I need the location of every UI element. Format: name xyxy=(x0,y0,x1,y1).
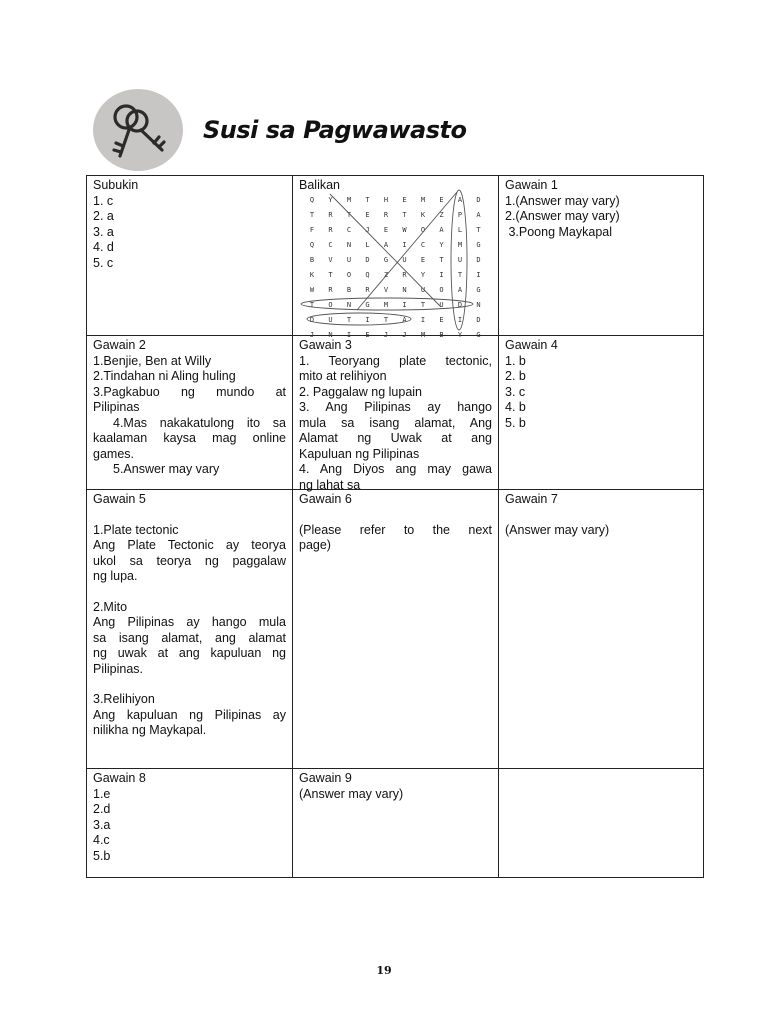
cell-gawain-3 xyxy=(293,336,499,490)
answer-line: (Answer may vary) xyxy=(505,522,610,537)
answer-title: 2.Mito xyxy=(93,599,128,614)
puzzle-letter: G xyxy=(383,256,389,264)
list-item-continued: games. xyxy=(93,446,134,461)
puzzle-letter: A xyxy=(457,286,463,294)
puzzle-letter: N xyxy=(328,331,333,339)
puzzle-letter: E xyxy=(383,226,389,234)
puzzle-letter: N xyxy=(346,301,352,309)
puzzle-letter: M xyxy=(420,196,426,204)
page-number: 19 xyxy=(376,964,392,977)
cell-subukin xyxy=(87,176,293,336)
puzzle-letter: I xyxy=(439,271,444,279)
cell-gawain-6 xyxy=(293,490,499,769)
list-item: 1.e xyxy=(93,786,111,801)
puzzle-letter: K xyxy=(309,271,315,279)
puzzle-letter: E xyxy=(365,331,370,339)
puzzle-letter: T xyxy=(309,301,315,309)
puzzle-letter: T xyxy=(476,226,481,234)
answer-line: Alamat ng Uwak at ang xyxy=(299,431,492,445)
answer-line: 3. Ang Pilipinas ay hango xyxy=(299,400,492,414)
puzzle-letter: T xyxy=(346,316,352,324)
list-item: 5.b xyxy=(93,848,111,863)
puzzle-letter: G xyxy=(476,241,481,249)
cell-gawain-2 xyxy=(87,336,293,490)
answer-line: Ang Pilipinas ay hango mula xyxy=(93,615,286,629)
puzzle-letter: A xyxy=(457,196,463,204)
list-item: 2.d xyxy=(93,802,111,816)
puzzle-letter: L xyxy=(365,241,370,249)
puzzle-letter: F xyxy=(309,226,315,234)
cell-empty xyxy=(499,769,703,877)
puzzle-letter: R xyxy=(328,226,333,234)
list-item: 3.a xyxy=(93,817,111,832)
puzzle-letter: Y xyxy=(420,271,426,279)
puzzle-letter: W xyxy=(309,286,315,294)
puzzle-letter: L xyxy=(457,226,463,234)
puzzle-letter: D xyxy=(476,256,481,264)
list-item-continued: Pilipinas xyxy=(93,400,140,414)
puzzle-letter: O xyxy=(328,301,333,309)
heading-gawain-2: Gawain 2 xyxy=(93,338,146,352)
answer-line: ng uwak at ang kapuluan ng xyxy=(93,646,286,660)
puzzle-letter: E xyxy=(420,256,426,264)
answer-line: Kapuluan ng Pilipinas xyxy=(299,446,420,461)
puzzle-letter: U xyxy=(457,256,463,264)
heading-gawain-5: Gawain 5 xyxy=(93,492,146,506)
list-item: 4. d xyxy=(93,240,114,254)
list-item: 3.Poong Maykapal xyxy=(505,224,613,239)
answer-line: (Answer may vary) xyxy=(299,786,404,801)
puzzle-letter: U xyxy=(439,301,444,309)
puzzle-letter: M xyxy=(346,196,352,204)
list-item: 5. b xyxy=(505,415,526,430)
puzzle-letter: D xyxy=(309,316,315,324)
puzzle-letter: A xyxy=(383,241,389,249)
puzzle-letter: U xyxy=(328,316,333,324)
answer-line: sa isang alamat, ang alamat xyxy=(93,630,286,645)
answer-line: 2. Paggalaw ng lupain xyxy=(299,384,423,399)
cell-balikan xyxy=(293,176,499,339)
puzzle-letter: O xyxy=(346,271,352,279)
answer-line: Ang Plate Tectonic ay teorya xyxy=(93,538,286,552)
puzzle-letter: C xyxy=(420,241,426,249)
heading-gawain-6: Gawain 6 xyxy=(299,492,352,506)
puzzle-letter: E xyxy=(365,211,370,219)
list-item: 3. c xyxy=(505,384,526,399)
list-item: 3.Pagkabuo ng mundo at xyxy=(93,384,286,399)
cell-gawain-8 xyxy=(87,769,293,877)
puzzle-letter: R xyxy=(365,286,370,294)
answer-line: (Please refer to the next xyxy=(299,522,492,537)
puzzle-letter: R xyxy=(402,271,407,279)
answer-line: ukol sa teorya ng paggalaw xyxy=(93,553,286,568)
word-search-puzzle xyxy=(299,192,489,339)
puzzle-letter: H xyxy=(383,196,389,204)
heading-balikan: Balikan xyxy=(299,178,340,192)
answer-line: Ang kapuluan ng Pilipinas ay xyxy=(93,707,286,722)
list-item: 1.(Answer may vary) xyxy=(505,193,620,208)
word-circle-horizontal xyxy=(307,313,411,325)
list-item: 2. a xyxy=(93,209,114,223)
list-item: 1.Benjie, Ben at Willy xyxy=(93,353,212,368)
list-item: 4.c xyxy=(93,833,110,847)
puzzle-letter: T xyxy=(328,271,333,279)
heading-gawain-3: Gawain 3 xyxy=(299,338,352,352)
puzzle-letter: B xyxy=(346,286,352,294)
puzzle-letter: J xyxy=(402,331,407,339)
list-item: 3. a xyxy=(93,224,114,239)
puzzle-letter: B xyxy=(439,331,444,339)
puzzle-letter: I xyxy=(402,241,407,249)
puzzle-letter: A xyxy=(439,226,444,234)
heading-gawain-1: Gawain 1 xyxy=(505,178,558,192)
answer-line: ng lahat sa xyxy=(299,477,361,492)
puzzle-letter: J xyxy=(383,331,389,339)
heading-gawain-4: Gawain 4 xyxy=(505,338,558,352)
puzzle-letter: U xyxy=(402,256,407,264)
puzzle-letter: Z xyxy=(383,271,389,279)
puzzle-letter: Q xyxy=(309,196,315,204)
cell-gawain-5 xyxy=(87,490,293,769)
puzzle-letter: M xyxy=(383,301,389,309)
list-item: 2. b xyxy=(505,369,526,383)
puzzle-letter: T xyxy=(346,211,352,219)
page-title: Susi sa Pagwawasto xyxy=(203,116,467,144)
heading-gawain-8: Gawain 8 xyxy=(93,771,146,785)
puzzle-letter: E xyxy=(439,316,444,324)
puzzle-letter: T xyxy=(383,316,389,324)
puzzle-letter: O xyxy=(439,286,444,294)
list-item: 4. b xyxy=(505,400,526,414)
cell-gawain-1 xyxy=(499,176,703,336)
answer-line: ng lupa. xyxy=(93,569,138,583)
puzzle-letter: G xyxy=(365,301,370,309)
cell-gawain-7 xyxy=(499,490,703,769)
heading-subukin: Subukin xyxy=(93,178,139,192)
puzzle-letter: Y xyxy=(328,196,333,204)
puzzle-letter: I xyxy=(365,316,370,324)
puzzle-letter: N xyxy=(346,241,352,249)
answer-line: mito at relihiyon xyxy=(299,369,387,383)
puzzle-letter: R xyxy=(383,211,389,219)
puzzle-letter: J xyxy=(365,226,370,234)
answer-line: Pilipinas. xyxy=(93,661,144,676)
keys-icon xyxy=(92,88,184,172)
cell-gawain-9 xyxy=(293,769,499,877)
puzzle-letter: P xyxy=(457,211,463,219)
list-item: 1. c xyxy=(93,193,114,208)
puzzle-letter: W xyxy=(402,226,407,234)
puzzle-letter: U xyxy=(346,256,352,264)
puzzle-letter: U xyxy=(420,286,426,294)
puzzle-letter: M xyxy=(420,331,426,339)
list-item: 5. c xyxy=(93,255,114,270)
puzzle-letter: J xyxy=(309,331,315,339)
answer-line: nilikha ng Maykapal. xyxy=(93,723,207,737)
puzzle-letter: D xyxy=(476,316,481,324)
puzzle-letter: D xyxy=(365,256,370,264)
puzzle-letter: T xyxy=(420,301,426,309)
heading-gawain-9: Gawain 9 xyxy=(299,771,352,785)
puzzle-letter: T xyxy=(365,196,370,204)
puzzle-letter: V xyxy=(328,256,333,264)
puzzle-letter: G xyxy=(476,286,481,294)
answer-title: 3.Relihiyon xyxy=(93,692,155,706)
puzzle-letter: Q xyxy=(365,271,370,279)
answer-line: 4. Ang Diyos ang may gawa xyxy=(299,462,492,476)
heading-gawain-7: Gawain 7 xyxy=(505,492,558,506)
list-item: 2.(Answer may vary) xyxy=(505,209,620,223)
list-item: 1. b xyxy=(505,353,526,368)
puzzle-letter: I xyxy=(457,316,463,324)
answer-line: mula sa isang alamat, Ang xyxy=(299,415,492,430)
puzzle-letter: Y xyxy=(439,241,444,249)
puzzle-letter: C xyxy=(328,241,333,249)
puzzle-letter: T xyxy=(439,256,444,264)
puzzle-letter: A xyxy=(476,211,481,219)
answer-line: page) xyxy=(299,538,331,552)
puzzle-letter: T xyxy=(402,211,407,219)
puzzle-letter: D xyxy=(457,301,463,309)
puzzle-letter: A xyxy=(402,316,407,324)
answer-key-table xyxy=(86,175,704,878)
puzzle-letter: O xyxy=(420,226,426,234)
list-item: 4.Mas nakakatulong ito sa xyxy=(113,415,286,430)
puzzle-letter: M xyxy=(457,241,463,249)
list-item: 5.Answer may vary xyxy=(113,462,220,476)
cell-gawain-4 xyxy=(499,336,703,490)
puzzle-letter: I xyxy=(420,316,426,324)
puzzle-letter: E xyxy=(439,196,444,204)
puzzle-letter: K xyxy=(420,211,426,219)
puzzle-letter: I xyxy=(402,301,407,309)
puzzle-letter: T xyxy=(457,271,463,279)
puzzle-letter: T xyxy=(309,211,315,219)
puzzle-letter: V xyxy=(383,286,389,294)
puzzle-letter: Q xyxy=(309,241,315,249)
puzzle-letter: R xyxy=(328,286,333,294)
puzzle-letter: B xyxy=(309,256,315,264)
puzzle-letter: I xyxy=(346,331,352,339)
puzzle-letter: D xyxy=(476,196,481,204)
puzzle-letter: C xyxy=(346,226,352,234)
answer-line: 1. Teoryang plate tectonic, xyxy=(299,353,492,368)
answer-title: 1.Plate tectonic xyxy=(93,522,179,537)
puzzle-letter: E xyxy=(402,196,407,204)
puzzle-letter: R xyxy=(328,211,333,219)
puzzle-letter: N xyxy=(402,286,407,294)
list-item-continued: kaalaman kaysa mag online xyxy=(93,431,286,445)
puzzle-letter: G xyxy=(476,331,481,339)
puzzle-letter: Z xyxy=(439,211,444,219)
puzzle-letter: I xyxy=(476,271,481,279)
list-item: 2.Tindahan ni Aling huling xyxy=(93,369,236,383)
puzzle-letter: N xyxy=(476,301,481,309)
puzzle-letter: Y xyxy=(457,331,463,339)
